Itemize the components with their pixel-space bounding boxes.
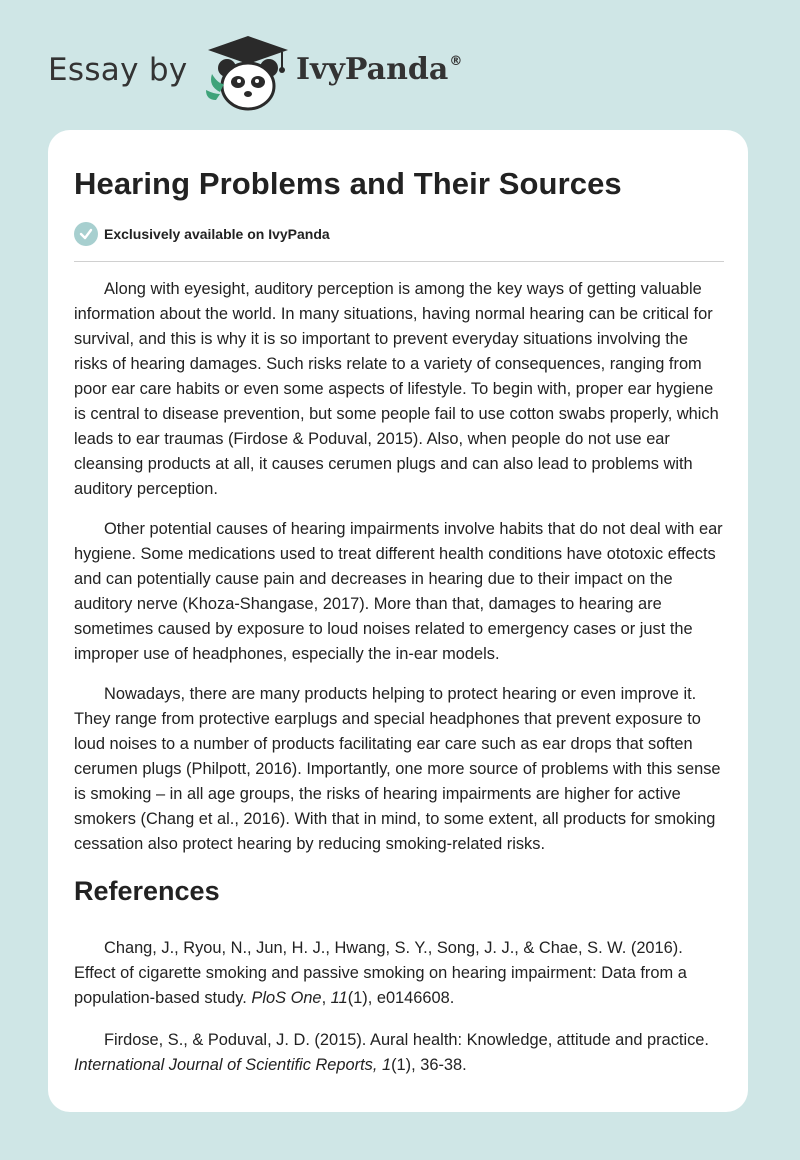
reference-item: Firdose, S., & Poduval, J. D. (2015). Aural health: Knowledge, attitude and practice. International Journal of Scientific Reports, 1(1), 36-38. bbox=[74, 1031, 709, 1074]
essay-by-label: Essay by bbox=[48, 52, 188, 88]
references-heading: References bbox=[74, 876, 220, 906]
brand-name[interactable]: IvyPanda® bbox=[296, 52, 463, 87]
paragraph: Along with eyesight, auditory perception is among the key ways of getting valuable information about the world. In many situations, having normal hearing can be critical for survival, and this is why it is so important to prevent everyday situations involving the risks of hearing damages. Such risks relate to a variety of consequences, ranging from poor ear care habits or even some aspects of lifestyle. To begin with, proper ear hygiene is central to disease prevention, but some people fail to use cotton swabs properly, which leads to ear traumas (Firdose & Poduval, 2015). Also, when people do not use ear cleansing products at all, it causes cerumen plugs and can also lead to problems with auditory perception. bbox=[74, 280, 719, 498]
checkmark-icon bbox=[74, 222, 98, 246]
article-body bbox=[74, 277, 726, 872]
panda-logo-icon[interactable] bbox=[202, 34, 294, 114]
page-title: Hearing Problems and Their Sources bbox=[74, 166, 622, 201]
paragraph: Nowadays, there are many products helping to protect hearing or even improve it. They range from protective earplugs and special headphones that prevent exposure to loud noises to a number of products facilitating ear care such as ear drops that soften cerumen plugs (Philpott, 2016). Importantly, one more source of problems with this sense is smoking – in all age groups, the risks of hearing impairments are higher for active smokers (Chang et al., 2016). With that in mind, to some extent, all products for smoking cessation also protect hearing by reducing smoking-related risks. bbox=[74, 685, 721, 853]
badge-text: Exclusively available on IvyPanda bbox=[104, 226, 330, 242]
site-header bbox=[48, 30, 748, 110]
paragraph: Other potential causes of hearing impairments involve habits that do not deal with ear hygiene. Some medications used to treat different health conditions have ototoxic effects and can potentially cause pain and decreases in hearing due to their impact on the auditory nerve (Khoza-Shangase, 2017). More than that, damages to hearing are sometimes caused by exposure to loud noises related to emergency cases or just the improper use of headphones, especially the in-ear models. bbox=[74, 520, 723, 663]
registered-mark: ® bbox=[449, 54, 463, 69]
divider bbox=[74, 261, 724, 262]
reference-item: Chang, J., Ryou, N., Jun, H. J., Hwang, S. Y., Song, J. J., & Chae, S. W. (2016). Effect of cigarette smoking and passive smoking on hearing impairment: Data from a population-based study. PloS One, 11(1), e0146608. bbox=[74, 939, 687, 1007]
exclusive-badge bbox=[74, 222, 330, 246]
essay-card bbox=[48, 130, 748, 1112]
references-list bbox=[74, 936, 726, 1095]
